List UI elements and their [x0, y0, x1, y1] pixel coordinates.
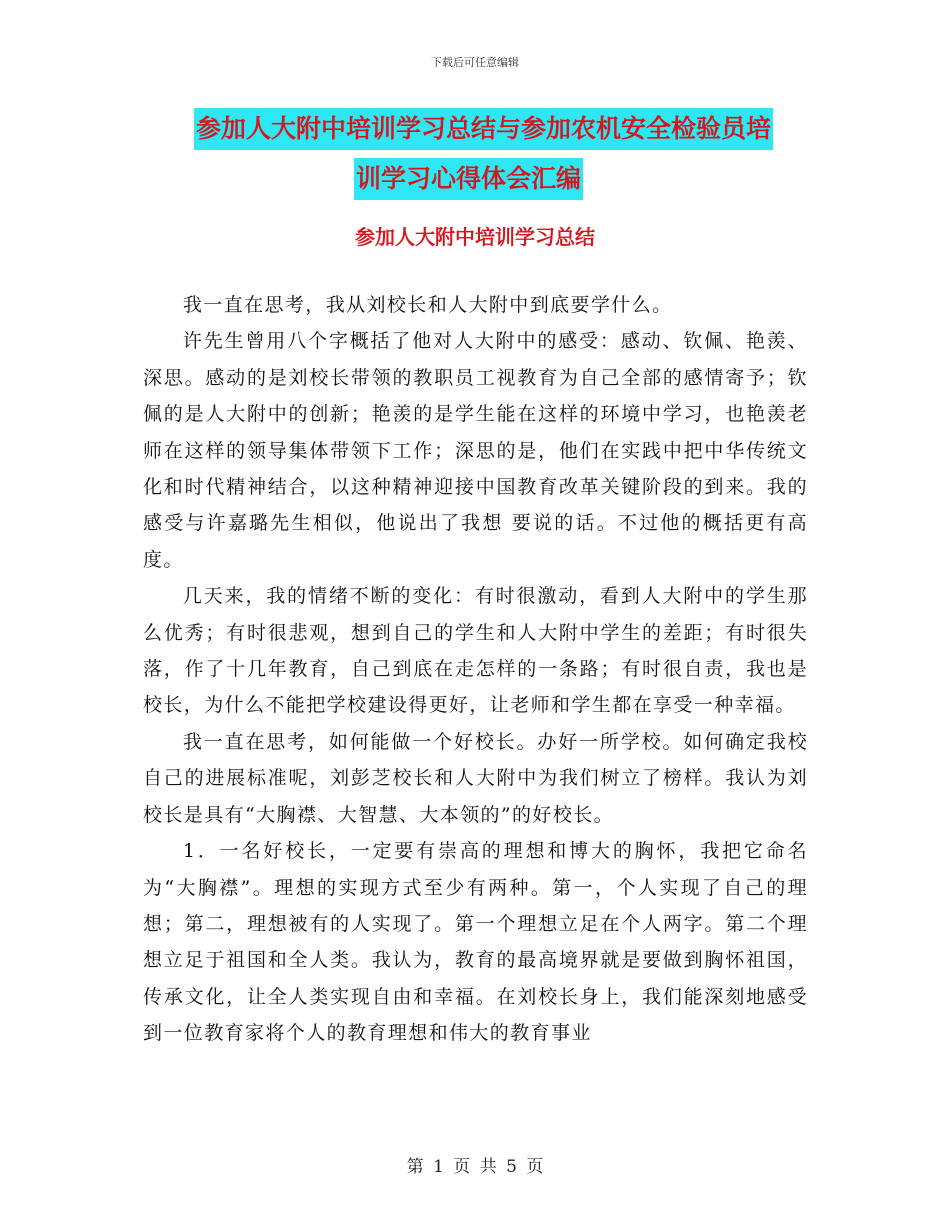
- paragraph: 我一直在思考，我从刘校长和人大附中到底要学什么。: [182, 294, 673, 316]
- title-line-1: 参加人大附中培训学习总结与参加农机安全检验员培: [194, 108, 773, 150]
- paragraph: 许先生曾用八个字概括了他对人大附中的感受：感动、钦佩、艳羡、深思。感动的是刘校长带领的教职员工视教育为自己全部的感情寄予；钦佩的是人大附中的创新；艳羡的是学生能在这样的环境中学习，也艳羡老师在这样的领导集体带领下工作；深思的是，他们在实践中把中华传统文化和时代精神结合，以这种精神迎接中国教育改革关键阶段的到来。我的感受与许嘉璐先生相似，他说出了我想 要说的话。不过他的概括更有高度。: [143, 330, 808, 571]
- section-title: 参加人大附中培训学习总结: [355, 225, 595, 249]
- paragraph: 几天来，我的情绪不断的变化：有时很激动，看到人大附中的学生那么优秀；有时很悲观，想到自己的学生和人大附中学生的差距；有时很失落，作了十几年教育，自己到底在走怎样的一条路；有时很自责，我也是校长，为什么不能把学校建设得更好，让老师和学生都在享受一种幸福。: [143, 585, 808, 717]
- page-number-footer: 第 1 页 共 5 页: [406, 1157, 544, 1177]
- paragraph: 1．一名好校长，一定要有崇高的理想和博大的胸怀，我把它命名为“大胸襟”。理想的实现方式至少有两种。第一，个人实现了自己的理想；第二，理想被有的人实现了。第一个理想立足在个人两字。第二个理想立足于祖国和全人类。我认为，教育的最高境界就是要做到胸怀祖国，传承文化，让全人类实现自由和幸福。在刘校长身上，我们能深刻地感受到一位教育家将个人的教育理想和伟大的教育事业: [143, 840, 808, 1045]
- paragraph: 我一直在思考，如何能做一个好校长。办好一所学校。如何确定我校自己的进展标准呢，刘彭芝校长和人大附中为我们树立了榜样。我认为刘校长是具有“大胸襟、大智慧、大本领的”的好校长。: [143, 730, 808, 826]
- header-note: 下载后可任意编辑: [431, 56, 519, 69]
- body-text: [143, 287, 808, 1052]
- title-line-2: 训学习心得体会汇编: [354, 158, 583, 200]
